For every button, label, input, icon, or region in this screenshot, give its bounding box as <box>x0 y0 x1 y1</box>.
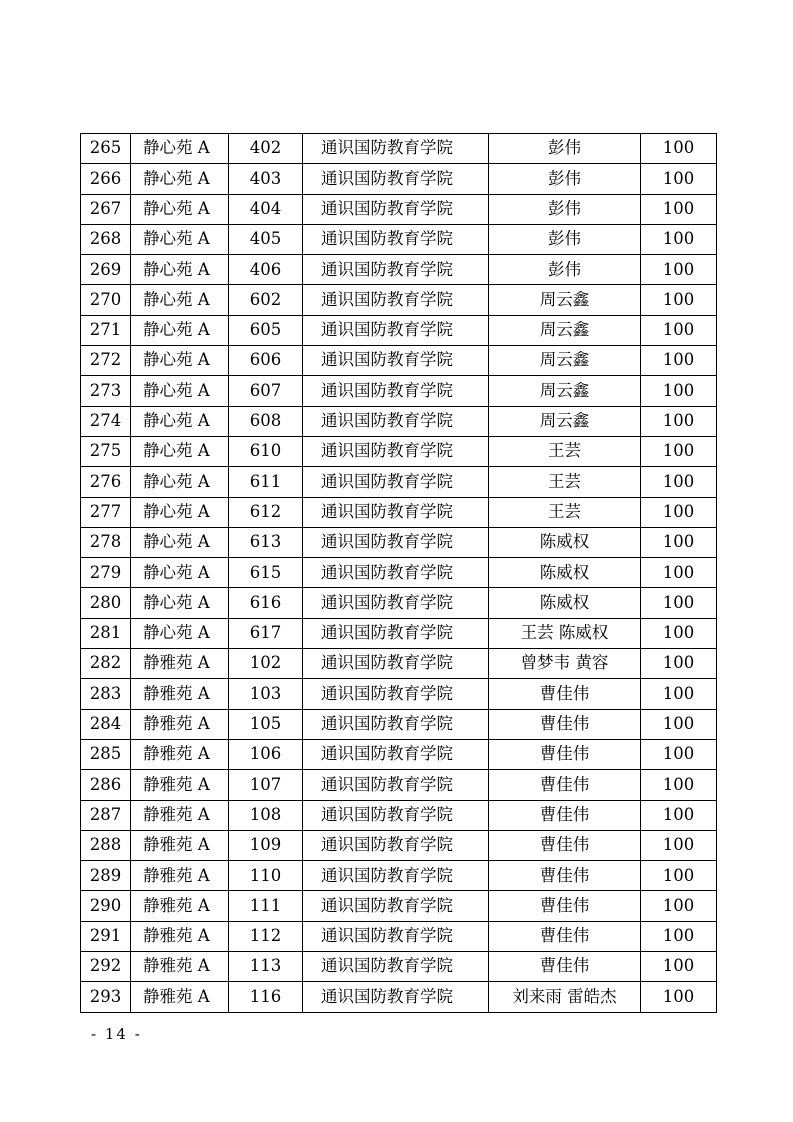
room-number-cell: 102 <box>229 649 303 679</box>
building-cell: 静雅苑 A <box>131 709 229 739</box>
room-number-cell: 403 <box>229 164 303 194</box>
table-row <box>81 588 717 618</box>
room-number-cell: 616 <box>229 588 303 618</box>
score-cell: 100 <box>641 134 717 164</box>
department-cell: 通识国防教育学院 <box>303 194 489 224</box>
table-row <box>81 800 717 830</box>
department-cell: 通识国防教育学院 <box>303 315 489 345</box>
score-cell: 100 <box>641 891 717 921</box>
score-cell: 100 <box>641 224 717 254</box>
department-cell: 通识国防教育学院 <box>303 376 489 406</box>
counselor-cell: 王芸 陈威权 <box>489 618 641 648</box>
row-number-cell: 277 <box>81 497 131 527</box>
counselor-cell: 曹佳伟 <box>489 952 641 982</box>
counselor-cell: 彭伟 <box>489 255 641 285</box>
room-number-cell: 110 <box>229 861 303 891</box>
building-cell: 静心苑 A <box>131 376 229 406</box>
building-cell: 静雅苑 A <box>131 800 229 830</box>
counselor-cell: 彭伟 <box>489 164 641 194</box>
row-number-cell: 287 <box>81 800 131 830</box>
department-cell: 通识国防教育学院 <box>303 709 489 739</box>
room-number-cell: 605 <box>229 315 303 345</box>
building-cell: 静雅苑 A <box>131 739 229 769</box>
row-number-cell: 265 <box>81 134 131 164</box>
department-cell: 通识国防教育学院 <box>303 770 489 800</box>
room-number-cell: 113 <box>229 952 303 982</box>
table-row <box>81 891 717 921</box>
building-cell: 静心苑 A <box>131 255 229 285</box>
building-cell: 静雅苑 A <box>131 891 229 921</box>
building-cell: 静心苑 A <box>131 527 229 557</box>
department-cell: 通识国防教育学院 <box>303 588 489 618</box>
score-cell: 100 <box>641 558 717 588</box>
row-number-cell: 281 <box>81 618 131 648</box>
room-number-cell: 612 <box>229 497 303 527</box>
row-number-cell: 280 <box>81 588 131 618</box>
table-row <box>81 346 717 376</box>
counselor-cell: 曹佳伟 <box>489 739 641 769</box>
row-number-cell: 267 <box>81 194 131 224</box>
department-cell: 通识国防教育学院 <box>303 527 489 557</box>
table-body <box>81 134 717 1013</box>
row-number-cell: 274 <box>81 406 131 436</box>
department-cell: 通识国防教育学院 <box>303 618 489 648</box>
department-cell: 通识国防教育学院 <box>303 285 489 315</box>
building-cell: 静心苑 A <box>131 315 229 345</box>
department-cell: 通识国防教育学院 <box>303 467 489 497</box>
row-number-cell: 272 <box>81 346 131 376</box>
table-row <box>81 376 717 406</box>
row-number-cell: 289 <box>81 861 131 891</box>
table-row <box>81 649 717 679</box>
room-number-cell: 602 <box>229 285 303 315</box>
table-row <box>81 861 717 891</box>
row-number-cell: 273 <box>81 376 131 406</box>
score-cell: 100 <box>641 376 717 406</box>
department-cell: 通识国防教育学院 <box>303 891 489 921</box>
score-cell: 100 <box>641 830 717 860</box>
row-number-cell: 292 <box>81 952 131 982</box>
row-number-cell: 290 <box>81 891 131 921</box>
table-row <box>81 739 717 769</box>
room-number-cell: 105 <box>229 709 303 739</box>
score-cell: 100 <box>641 982 717 1012</box>
room-number-cell: 405 <box>229 224 303 254</box>
department-cell: 通识国防教育学院 <box>303 830 489 860</box>
score-cell: 100 <box>641 164 717 194</box>
department-cell: 通识国防教育学院 <box>303 224 489 254</box>
table-row <box>81 982 717 1012</box>
score-cell: 100 <box>641 709 717 739</box>
counselor-cell: 曾梦韦 黄容 <box>489 649 641 679</box>
table-row <box>81 467 717 497</box>
table-row <box>81 830 717 860</box>
building-cell: 静心苑 A <box>131 285 229 315</box>
counselor-cell: 王芸 <box>489 436 641 466</box>
table-row <box>81 164 717 194</box>
building-cell: 静雅苑 A <box>131 770 229 800</box>
building-cell: 静雅苑 A <box>131 982 229 1012</box>
room-number-cell: 613 <box>229 527 303 557</box>
building-cell: 静心苑 A <box>131 346 229 376</box>
score-cell: 100 <box>641 436 717 466</box>
room-number-cell: 116 <box>229 982 303 1012</box>
department-cell: 通识国防教育学院 <box>303 800 489 830</box>
score-cell: 100 <box>641 467 717 497</box>
building-cell: 静心苑 A <box>131 588 229 618</box>
table-row <box>81 285 717 315</box>
score-cell: 100 <box>641 588 717 618</box>
counselor-cell: 曹佳伟 <box>489 679 641 709</box>
score-cell: 100 <box>641 800 717 830</box>
score-cell: 100 <box>641 921 717 951</box>
counselor-cell: 曹佳伟 <box>489 921 641 951</box>
counselor-cell: 曹佳伟 <box>489 830 641 860</box>
room-number-cell: 108 <box>229 800 303 830</box>
score-cell: 100 <box>641 406 717 436</box>
building-cell: 静心苑 A <box>131 134 229 164</box>
building-cell: 静心苑 A <box>131 224 229 254</box>
counselor-cell: 王芸 <box>489 467 641 497</box>
table-row <box>81 558 717 588</box>
score-cell: 100 <box>641 739 717 769</box>
score-cell: 100 <box>641 770 717 800</box>
row-number-cell: 283 <box>81 679 131 709</box>
table-row <box>81 527 717 557</box>
department-cell: 通识国防教育学院 <box>303 436 489 466</box>
score-cell: 100 <box>641 618 717 648</box>
room-number-cell: 615 <box>229 558 303 588</box>
counselor-cell: 周云鑫 <box>489 376 641 406</box>
room-number-cell: 107 <box>229 770 303 800</box>
room-number-cell: 402 <box>229 134 303 164</box>
table-row <box>81 134 717 164</box>
department-cell: 通识国防教育学院 <box>303 679 489 709</box>
counselor-cell: 周云鑫 <box>489 285 641 315</box>
room-number-cell: 406 <box>229 255 303 285</box>
counselor-cell: 曹佳伟 <box>489 861 641 891</box>
counselor-cell: 刘来雨 雷皓杰 <box>489 982 641 1012</box>
row-number-cell: 275 <box>81 436 131 466</box>
counselor-cell: 彭伟 <box>489 134 641 164</box>
score-cell: 100 <box>641 285 717 315</box>
score-cell: 100 <box>641 194 717 224</box>
row-number-cell: 284 <box>81 709 131 739</box>
table-row <box>81 679 717 709</box>
room-number-cell: 111 <box>229 891 303 921</box>
row-number-cell: 279 <box>81 558 131 588</box>
table-row <box>81 921 717 951</box>
counselor-cell: 曹佳伟 <box>489 891 641 921</box>
building-cell: 静心苑 A <box>131 194 229 224</box>
room-number-cell: 606 <box>229 346 303 376</box>
counselor-cell: 彭伟 <box>489 194 641 224</box>
dormitory-score-table <box>80 133 717 1013</box>
row-number-cell: 285 <box>81 739 131 769</box>
building-cell: 静心苑 A <box>131 406 229 436</box>
building-cell: 静雅苑 A <box>131 952 229 982</box>
row-number-cell: 271 <box>81 315 131 345</box>
row-number-cell: 276 <box>81 467 131 497</box>
score-cell: 100 <box>641 679 717 709</box>
building-cell: 静雅苑 A <box>131 649 229 679</box>
score-cell: 100 <box>641 255 717 285</box>
score-cell: 100 <box>641 346 717 376</box>
table-row <box>81 436 717 466</box>
table-row <box>81 497 717 527</box>
department-cell: 通识国防教育学院 <box>303 739 489 769</box>
building-cell: 静心苑 A <box>131 436 229 466</box>
row-number-cell: 269 <box>81 255 131 285</box>
row-number-cell: 270 <box>81 285 131 315</box>
department-cell: 通识国防教育学院 <box>303 164 489 194</box>
department-cell: 通识国防教育学院 <box>303 649 489 679</box>
row-number-cell: 282 <box>81 649 131 679</box>
score-cell: 100 <box>641 315 717 345</box>
table-row <box>81 255 717 285</box>
row-number-cell: 266 <box>81 164 131 194</box>
row-number-cell: 291 <box>81 921 131 951</box>
score-cell: 100 <box>641 649 717 679</box>
counselor-cell: 王芸 <box>489 497 641 527</box>
building-cell: 静雅苑 A <box>131 861 229 891</box>
room-number-cell: 617 <box>229 618 303 648</box>
table-row <box>81 770 717 800</box>
counselor-cell: 周云鑫 <box>489 406 641 436</box>
score-cell: 100 <box>641 952 717 982</box>
counselor-cell: 周云鑫 <box>489 315 641 345</box>
room-number-cell: 611 <box>229 467 303 497</box>
department-cell: 通识国防教育学院 <box>303 952 489 982</box>
counselor-cell: 陈威权 <box>489 527 641 557</box>
counselor-cell: 曹佳伟 <box>489 770 641 800</box>
row-number-cell: 288 <box>81 830 131 860</box>
room-number-cell: 103 <box>229 679 303 709</box>
department-cell: 通识国防教育学院 <box>303 406 489 436</box>
table-row <box>81 709 717 739</box>
department-cell: 通识国防教育学院 <box>303 861 489 891</box>
building-cell: 静心苑 A <box>131 558 229 588</box>
table-row <box>81 406 717 436</box>
department-cell: 通识国防教育学院 <box>303 921 489 951</box>
table-row <box>81 618 717 648</box>
department-cell: 通识国防教育学院 <box>303 255 489 285</box>
counselor-cell: 曹佳伟 <box>489 800 641 830</box>
room-number-cell: 106 <box>229 739 303 769</box>
room-number-cell: 610 <box>229 436 303 466</box>
row-number-cell: 278 <box>81 527 131 557</box>
building-cell: 静心苑 A <box>131 497 229 527</box>
page-number: - 14 - <box>91 1025 142 1043</box>
table-row <box>81 194 717 224</box>
table-row <box>81 952 717 982</box>
department-cell: 通识国防教育学院 <box>303 497 489 527</box>
department-cell: 通识国防教育学院 <box>303 134 489 164</box>
building-cell: 静雅苑 A <box>131 679 229 709</box>
room-number-cell: 404 <box>229 194 303 224</box>
score-cell: 100 <box>641 861 717 891</box>
building-cell: 静心苑 A <box>131 467 229 497</box>
row-number-cell: 286 <box>81 770 131 800</box>
room-number-cell: 608 <box>229 406 303 436</box>
room-number-cell: 109 <box>229 830 303 860</box>
score-cell: 100 <box>641 527 717 557</box>
department-cell: 通识国防教育学院 <box>303 346 489 376</box>
department-cell: 通识国防教育学院 <box>303 558 489 588</box>
room-number-cell: 607 <box>229 376 303 406</box>
counselor-cell: 周云鑫 <box>489 346 641 376</box>
row-number-cell: 268 <box>81 224 131 254</box>
counselor-cell: 陈威权 <box>489 588 641 618</box>
department-cell: 通识国防教育学院 <box>303 982 489 1012</box>
row-number-cell: 293 <box>81 982 131 1012</box>
building-cell: 静雅苑 A <box>131 830 229 860</box>
building-cell: 静心苑 A <box>131 164 229 194</box>
counselor-cell: 陈威权 <box>489 558 641 588</box>
building-cell: 静雅苑 A <box>131 921 229 951</box>
score-cell: 100 <box>641 497 717 527</box>
table-row <box>81 315 717 345</box>
counselor-cell: 彭伟 <box>489 224 641 254</box>
room-number-cell: 112 <box>229 921 303 951</box>
building-cell: 静心苑 A <box>131 618 229 648</box>
table-row <box>81 224 717 254</box>
counselor-cell: 曹佳伟 <box>489 709 641 739</box>
